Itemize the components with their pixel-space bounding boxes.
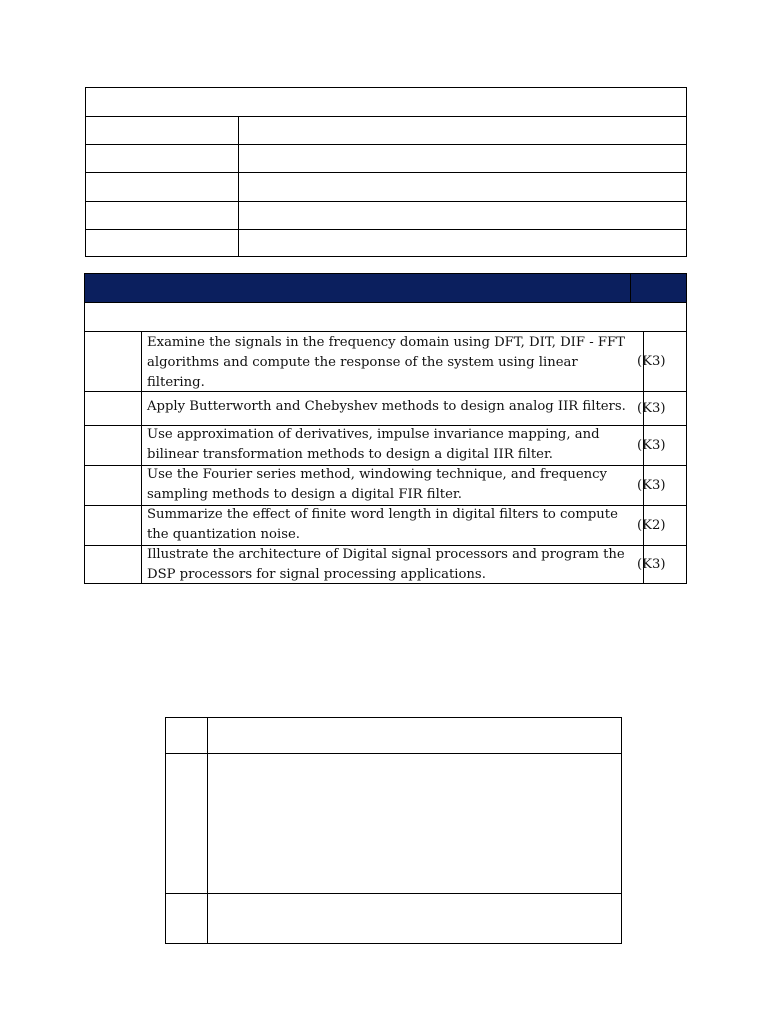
outcome-text: Apply Butterworth and Chebyshev methods to design analog IIR filters. bbox=[141, 391, 644, 425]
course-details-column-divider bbox=[238, 116, 239, 256]
outcome-knowledge-level: (K2) bbox=[637, 517, 666, 533]
outcome-row bbox=[85, 331, 686, 392]
outcome-row bbox=[85, 425, 686, 466]
outcome-knowledge-level: (K3) bbox=[637, 400, 666, 416]
outcome-text: Illustrate the architecture of Digital signal processors and program the DSP processors for signal processing applications. bbox=[141, 545, 644, 584]
outcome-row bbox=[85, 465, 686, 506]
course-details-table bbox=[85, 87, 687, 257]
outcome-row bbox=[85, 505, 686, 546]
lower-table bbox=[165, 717, 622, 944]
outcome-text: Examine the signals in the frequency domain using DFT, DIT, DIF - FFT algorithms and compute the response of the system using linear filtering. bbox=[141, 331, 644, 391]
course-details-row bbox=[86, 116, 686, 145]
course-outcomes-header bbox=[85, 274, 686, 303]
outcome-text: Summarize the effect of finite word length in digital filters to compute the quantization noise. bbox=[141, 505, 644, 545]
lower-table-row bbox=[166, 718, 621, 754]
course-outcomes-subheader-row bbox=[85, 302, 686, 332]
outcome-row bbox=[85, 391, 686, 426]
lower-table-column-divider bbox=[207, 718, 208, 943]
outcome-text: Use approximation of derivatives, impulse invariance mapping, and bilinear transformation methods to design a digital IIR filter. bbox=[141, 425, 644, 465]
outcome-knowledge-level: (K3) bbox=[637, 353, 666, 369]
outcome-knowledge-level: (K3) bbox=[637, 437, 666, 453]
outcome-number-cell bbox=[85, 505, 142, 545]
outcome-number-cell bbox=[85, 425, 142, 465]
outcome-number-cell bbox=[85, 331, 142, 391]
course-details-row bbox=[86, 172, 686, 202]
outcome-number-cell bbox=[85, 545, 142, 584]
outcome-knowledge-level: (K3) bbox=[637, 477, 666, 493]
outcome-number-cell bbox=[85, 391, 142, 425]
header-column-divider bbox=[630, 274, 631, 302]
course-outcomes-table bbox=[84, 273, 687, 584]
outcome-number-cell bbox=[85, 465, 142, 505]
outcome-knowledge-level: (K3) bbox=[637, 557, 666, 572]
course-details-row bbox=[86, 144, 686, 173]
outcome-text: Use the Fourier series method, windowing technique, and frequency sampling methods to design a digital FIR filter. bbox=[141, 465, 644, 505]
course-details-row bbox=[86, 201, 686, 230]
lower-table-row bbox=[166, 753, 621, 894]
course-details-title-row bbox=[86, 88, 686, 117]
outcome-row bbox=[85, 545, 686, 584]
